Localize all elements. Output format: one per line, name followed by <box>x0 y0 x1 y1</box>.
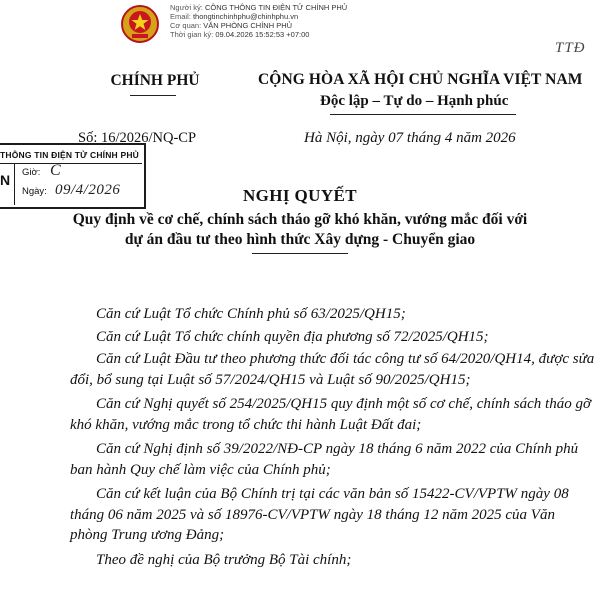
legal-basis-3: Căn cứ Luật Đầu tư theo phương thức đối tác công tư số 64/2020/QH14, được sửa đổi, bổ sung tại Luật số 57/2024/QH15 và Luật số 90/2025/QH15; <box>70 351 595 388</box>
email-label: Email: <box>170 12 191 21</box>
nation-name: CỘNG HÒA XÃ HỘI CHỦ NGHĨA VIỆT NAM <box>258 71 583 88</box>
stamp-divider <box>0 163 142 164</box>
handwritten-note: TTĐ <box>555 40 586 56</box>
organization-underline <box>130 95 176 96</box>
stamp-date-label: Ngày: <box>22 186 47 197</box>
sign-time-label: Thời gian ký: <box>170 30 214 39</box>
legal-basis-1: Căn cứ Luật Tổ chức Chính phủ số 63/2025/QH15; <box>96 306 406 322</box>
preamble <box>70 304 596 572</box>
stamp-heading: THÔNG TIN ĐIỆN TỬ CHÍNH PHỦ <box>0 150 140 160</box>
document-number: Số: 16/2026/NQ-CP <box>78 130 197 146</box>
legal-basis-4: Căn cứ Nghị quyết số 254/2025/QH15 quy định một số cơ chế, chính sách tháo gỡ khó khăn, vướng mắc trong tổ chức thi hành Luật Đất đai; <box>70 396 591 433</box>
legal-basis-5: Căn cứ Nghị định số 39/2022/NĐ-CP ngày 18 tháng 6 năm 2022 của Chính phủ ban hành Quy chế làm việc của Chính phủ; <box>70 441 579 478</box>
signer-label: Người ký: <box>170 3 203 12</box>
national-emblem-icon <box>120 4 160 44</box>
signer-email: thongtinchinhphu@chinhphu.vn <box>192 12 299 21</box>
legal-basis-2: Căn cứ Luật Tổ chức chính quyền địa phương số 72/2025/QH15; <box>96 328 489 345</box>
digital-signature-info <box>170 3 347 39</box>
sign-time: 09.04.2026 15:52:53 +07:00 <box>215 30 310 39</box>
signer-agency: VĂN PHÒNG CHÍNH PHỦ <box>203 21 293 30</box>
title-underline <box>252 253 348 254</box>
stamp-date-value: 09/4/2026 <box>55 182 121 198</box>
document-title: NGHỊ QUYẾT <box>242 186 358 205</box>
document-subtitle-line1: Quy định về cơ chế, chính sách tháo gỡ khó khăn, vướng mắc đối với <box>72 211 528 228</box>
legal-basis-6: Căn cứ kết luận của Bộ Chính trị tại các văn bản số 15422-CV/VPTW ngày 08 tháng 06 năm 2025 và số 18976-CV/VPTW ngày 18 tháng 12 năm 2025 của Văn phòng Trung ương Đảng; <box>70 486 569 543</box>
place-and-date: Hà Nội, ngày 07 tháng 4 năm 2026 <box>304 130 516 146</box>
proposal-basis: Theo đề nghị của Bộ trưởng Bộ Tài chính; <box>96 551 352 568</box>
agency-label: Cơ quan: <box>170 21 202 30</box>
document-subtitle-line2: dự án đầu tư theo hình thức Xây dựng - Chuyển giao <box>124 231 476 248</box>
signer-name: CÔNG THÔNG TIN ĐIỆN TỬ CHÍNH PHỦ <box>204 3 348 12</box>
stamp-den-letter: N <box>0 172 11 188</box>
national-motto: Độc lập – Tự do – Hạnh phúc <box>320 93 509 109</box>
stamp-time-value: C <box>50 162 61 179</box>
issuing-organization: CHÍNH PHỦ <box>110 72 200 89</box>
stamp-time-label: Giờ: <box>22 167 41 178</box>
motto-underline <box>330 114 516 115</box>
